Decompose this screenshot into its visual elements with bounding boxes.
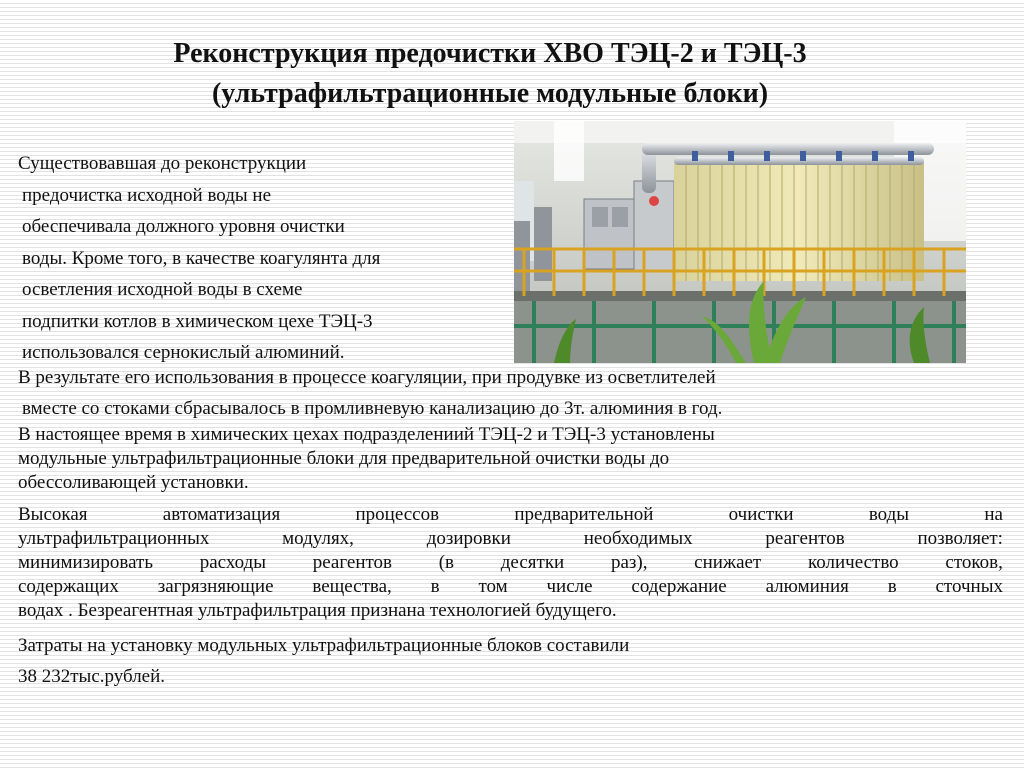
paragraph-line: В настоящее время в химических цехах подразделениий ТЭЦ-2 и ТЭЦ-3 установлены [18, 424, 715, 445]
paragraph-line: В результате его использования в процессе коагуляции, при продувке из осветлителей [18, 367, 716, 388]
intro-line: подпитки котлов в химическом цехе ТЭЦ-3 [22, 310, 373, 332]
word: алюминия [765, 576, 849, 597]
word: очистки [728, 504, 794, 525]
word: реагентов [312, 552, 393, 573]
word: на [984, 504, 1003, 525]
paragraph-line: Затраты на установку модульных ультрафильтрационные блоков составили [18, 635, 630, 656]
word: воды [868, 504, 910, 525]
ultrafiltration-unit-photo [514, 121, 966, 363]
word: том [478, 576, 508, 597]
word: вещества, [312, 576, 392, 597]
word: процессов [355, 504, 440, 525]
intro-line: использовался сернокислый алюминий. [22, 342, 345, 363]
intro-paragraph [18, 148, 513, 369]
paragraph-line: обессоливающей установки. [18, 472, 249, 493]
word: в [430, 576, 440, 597]
word: десятки [500, 552, 565, 573]
paragraph-line: вместе со стоками сбрасывалось в промливневую канализацию до 3т. алюминия в год. [22, 398, 723, 419]
word: количество [807, 552, 899, 573]
word: необходимых [583, 528, 693, 549]
paragraph-line [18, 503, 1003, 527]
intro-line: предочистка исходной воды не [22, 184, 272, 206]
word: ультрафильтрационных [18, 528, 210, 549]
word: снижает [694, 552, 762, 573]
title-line-1: Реконструкция предочистки ХВО ТЭЦ-2 и ТЭЦ-3 [173, 38, 807, 69]
word: дозировки [426, 528, 511, 549]
word: модулях, [282, 528, 354, 549]
word: стоков, [945, 552, 1003, 573]
paragraph-line: модульные ультрафильтрационные блоки для предварительной очистки воды до [18, 448, 670, 469]
word: минимизировать [18, 552, 154, 573]
word: расходы [199, 552, 267, 573]
paragraph-line [18, 527, 1003, 551]
word: автоматизация [162, 504, 281, 525]
slide-title [60, 34, 920, 114]
current-installation-paragraph [18, 423, 1003, 495]
word: содержащих [18, 576, 119, 597]
word: позволяет: [917, 528, 1003, 549]
paragraph-line: водах . Безреагентная ультрафильтрация признана технологией будущего. [18, 600, 617, 621]
word: числе [546, 576, 593, 597]
intro-line: воды. Кроме того, в качестве коагулянта для [22, 247, 381, 269]
intro-line: осветления исходной воды в схеме [22, 279, 303, 300]
costs-paragraph [18, 630, 1003, 692]
automation-benefits-paragraph [18, 503, 1003, 623]
aluminium-discharge-paragraph [18, 362, 1003, 424]
word: предварительной [514, 504, 654, 525]
cost-amount: 38 232тыс.рублей. [18, 666, 166, 687]
paragraph-line [18, 551, 1003, 575]
word: реагентов [765, 528, 845, 549]
word: раз), [610, 552, 648, 573]
word: загрязняющие [157, 576, 274, 597]
intro-line: обеспечивала должного уровня очистки [22, 216, 345, 237]
word: сточных [935, 576, 1003, 597]
word: содержание [631, 576, 727, 597]
title-line-2: (ультрафильтрационные модульные блоки) [211, 78, 769, 109]
word: Высокая [18, 504, 88, 525]
intro-line: Существовавшая до реконструкции [18, 153, 307, 174]
paragraph-line [18, 575, 1003, 599]
word: в [887, 576, 897, 597]
word: (в [438, 552, 455, 573]
